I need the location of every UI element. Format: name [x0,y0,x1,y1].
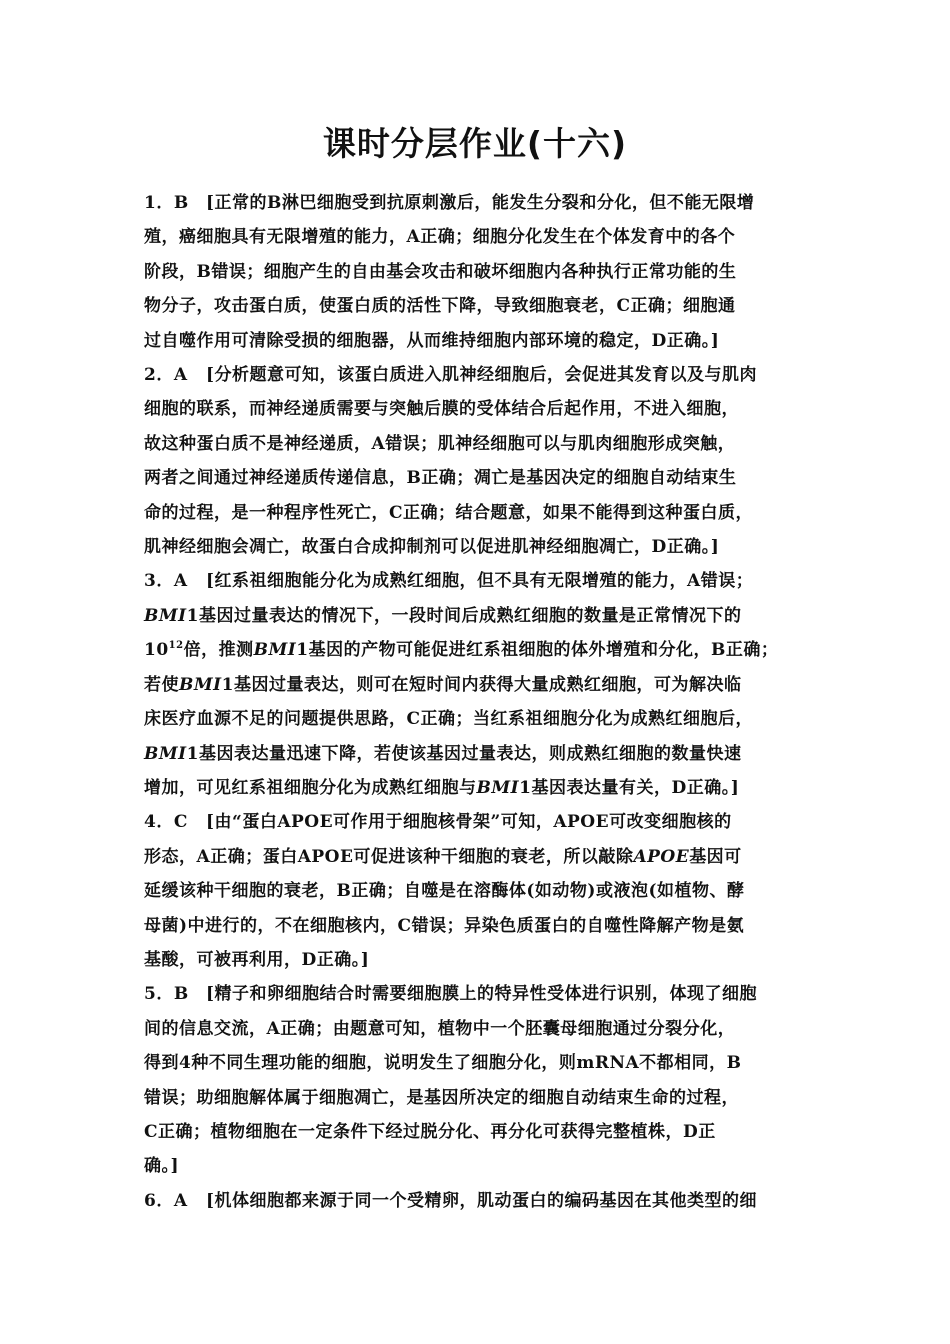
page-title: 课时分层作业(十六) [322,124,628,163]
answer-line: 床医疗血源不足的问题提供思路，C正确；当红系祖细胞分化为成熟红细胞后， [144,709,754,730]
answer-line: 形态，A正确；蛋白APOE可促进该种干细胞的衰老，所以敲除APOE基因可 [144,846,742,867]
question-number: 2．A [144,365,188,386]
gene-name: BMI [253,640,297,661]
answer-line: 错误；助细胞解体属于细胞凋亡，是基因所决定的细胞自动结束生命的过程， [144,1087,739,1108]
answer-line: 3．A [红系祖细胞能分化为成熟红细胞，但不具有无限增殖的能力，A错误； [144,564,816,598]
exponent: 12 [168,640,184,652]
answer-line: 5．B [精子和卵细胞结合时需要细胞膜上的特异性受体进行识别，体现了细胞 [144,977,816,1011]
answer-line: 故这种蛋白质不是神经递质，A错误；肌神经细胞可以与肌肉细胞形成突触， [144,433,736,454]
answer-line: 基酸，可被再利用，D正确。] [144,949,370,970]
question-number: 1．B [144,193,189,213]
answer-line: 两者之间通过神经递质传递信息，B正确；凋亡是基因决定的细胞自动结束生 [144,468,737,489]
answer-line: BMI1基因表达量迅速下降，若使该基因过量表达，则成熟红细胞的数量快速 [144,743,742,764]
answer-line: 过自噬作用可清除受损的细胞器，从而维持细胞内部环境的稳定，D正确。] [144,330,720,351]
answer-line: 2．A [分析题意可知，该蛋白质进入肌神经细胞后，会促进其发育以及与肌肉 [144,358,816,392]
answer-line: C正确；植物细胞在一定条件下经过脱分化、再分化可获得完整植株，D正 [144,1121,716,1142]
gene-name: APOE [633,846,690,867]
answer-line: 得到4种不同生理功能的细胞，说明发生了细胞分化，则mRNA不都相同，B [144,1053,742,1074]
gene-name: BMI [476,777,520,798]
answer-line: 细胞的联系，而神经递质需要与突触后膜的受体结合后起作用，不进入细胞， [144,399,739,420]
answer-line: 母菌)中进行的，不在细胞核内，C错误；异染色质蛋白的自噬性降解产物是氨 [144,915,745,936]
answer-line: 确。] [144,1156,180,1177]
answer-line: $10^{12}$倍，推测BMI1基因的产物可能促进红系祖细胞的体外增殖和分化，B正确； [144,640,779,661]
answer-line: 物分子，攻击蛋白质，使蛋白质的活性下降，导致细胞衰老，C正确；细胞通 [144,296,736,317]
answer-line: 命的过程，是一种程序性死亡，C正确；结合题意，如果不能得到这种蛋白质， [144,502,754,523]
answer-line: BMI1基因过量表达的情况下，一段时间后成熟红细胞的数量是正常情况下的 [144,605,742,626]
answer-line: 肌神经细胞会凋亡，故蛋白合成抑制剂可以促进肌神经细胞凋亡，D正确。] [144,537,720,558]
gene-name: BMI [144,605,187,626]
answer-line: 延缓该种干细胞的衰老，B正确；自噬是在溶酶体(如动物)或液泡(如植物、酵 [144,881,745,902]
answer-line: 阶段，B错误；细胞产生的自由基会攻击和破坏细胞内各种执行正常功能的生 [144,261,737,282]
answer-line: 增加，可见红系祖细胞分化为成熟红细胞与BMI1基因表达量有关，D正确。] [144,777,740,798]
answer-line: 间的信息交流，A正确；由题意可知，植物中一个胚囊母细胞通过分裂分化， [144,1018,736,1039]
answer-body [144,186,816,1218]
question-number: 5．B [144,984,189,1005]
gene-name: BMI [144,743,187,764]
answer-line: 1．B [正常的B淋巴细胞受到抗原刺激后，能发生分裂和分化，但不能无限增 [144,186,816,220]
answer-line: 殖，癌细胞具有无限增殖的能力，A正确；细胞分化发生在个体发育中的各个 [144,227,736,248]
question-number: 3．A [144,571,188,592]
gene-name: BMI [179,674,222,695]
answer-line: 若使BMI1基因过量表达，则可在短时间内获得大量成熟红细胞，可为解决临 [144,674,742,695]
question-number: 4．C [144,812,188,833]
question-number: 6．A [144,1190,188,1211]
answer-line: 6．A [机体细胞都来源于同一个受精卵，肌动蛋白的编码基因在其他类型的细 [144,1184,816,1218]
answer-line: 4．C [由“蛋白APOE可作用于细胞核骨架”可知，APOE可改变细胞核的 [144,805,816,839]
